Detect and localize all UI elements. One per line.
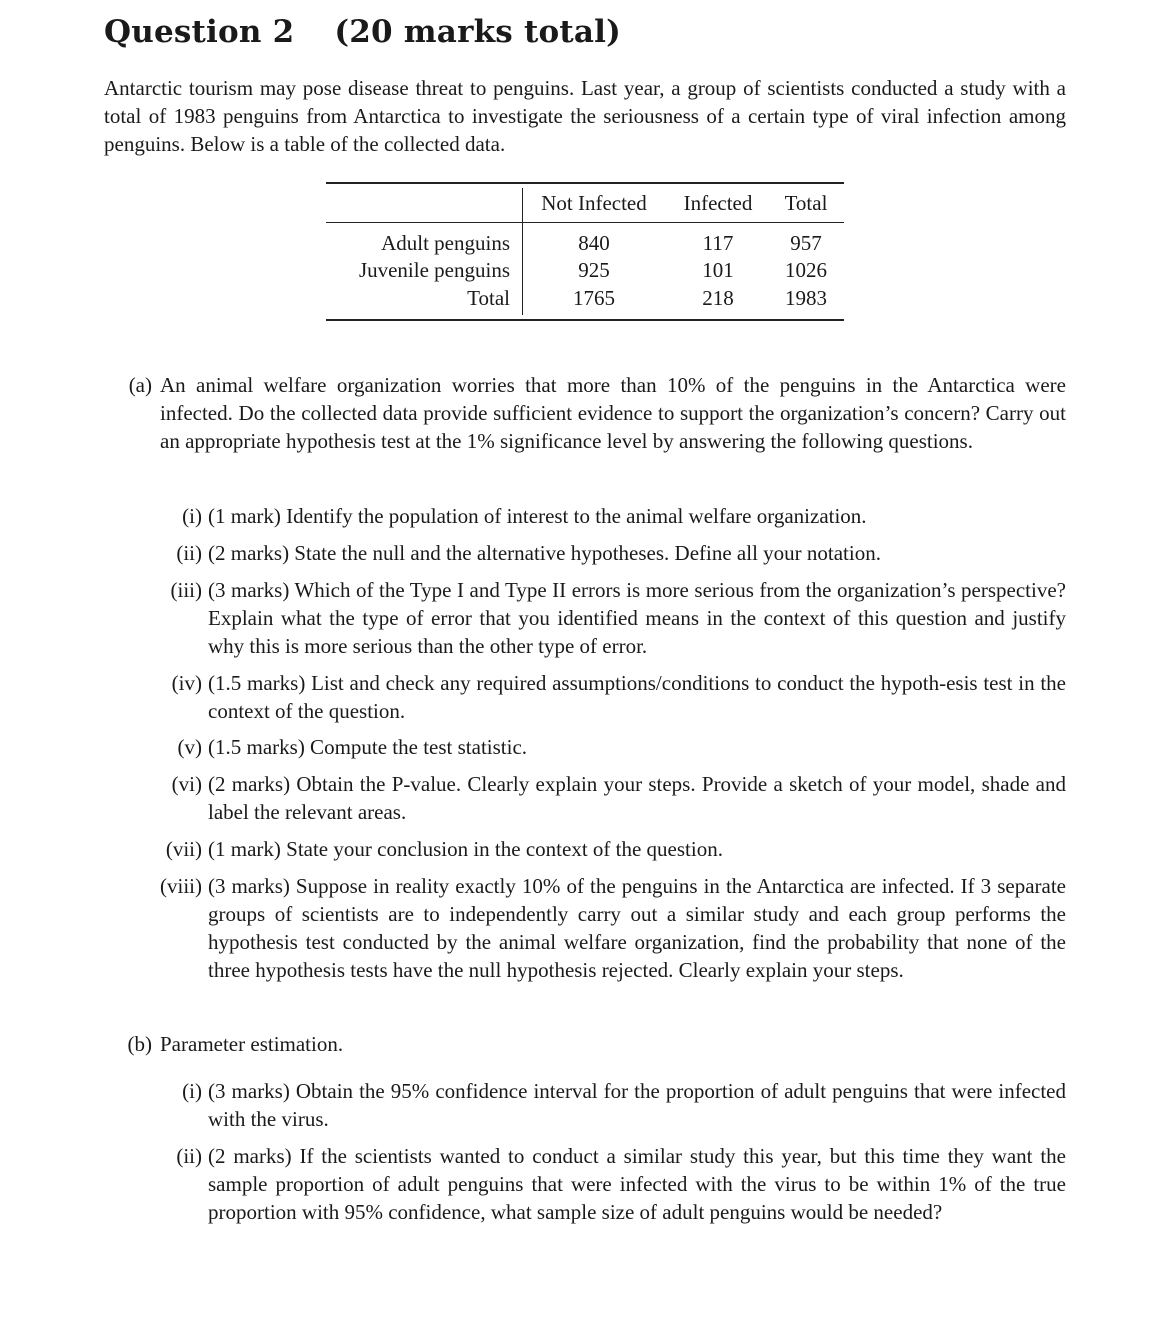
item-text: (2 marks) Obtain the P-value. Clearly explain your steps. Provide a sketch of your model, shade and label the relevant areas.	[208, 772, 1066, 824]
item-label: (iv)	[171, 671, 202, 695]
question-number: Question 2	[104, 14, 295, 50]
part-a	[128, 371, 1066, 455]
item-label: (ii)	[176, 541, 202, 565]
item-label: (i)	[182, 1079, 202, 1103]
list-item	[176, 539, 1066, 567]
item-label: (i)	[182, 504, 202, 528]
table-cell: 1026	[785, 258, 827, 282]
item-label: (vii)	[165, 837, 202, 861]
list-item	[165, 835, 1066, 863]
table-cell: 1983	[785, 286, 827, 310]
table-cell: 101	[702, 258, 734, 282]
item-label: (iii)	[170, 578, 202, 602]
table-cell: 840	[578, 231, 610, 255]
item-label: (vi)	[171, 772, 202, 796]
part-b-text: Parameter estimation.	[160, 1032, 344, 1056]
table-row-label: Adult penguins	[381, 231, 510, 255]
list-item	[182, 1077, 1066, 1133]
list-item	[171, 770, 1066, 826]
table-cell: 925	[578, 258, 610, 282]
item-text: (1 mark) State your conclusion in the context of the question.	[208, 837, 723, 861]
list-item	[177, 733, 1066, 761]
item-label: (viii)	[160, 874, 202, 898]
item-text: (2 marks) If the scientists wanted to conduct a similar study this year, but this time they want the sample proportion of adult penguins that were infected with the virus to be within 1% of the true proportion with 95% confidence, what sample size of adult penguins would be needed?	[208, 1144, 1066, 1224]
item-text: (3 marks) Obtain the 95% confidence interval for the proportion of adult penguins that were infected with the virus.	[208, 1079, 1066, 1131]
item-text: (1 mark) Identify the population of interest to the animal welfare organization.	[208, 504, 867, 528]
table-cell: 957	[790, 231, 822, 255]
table-header: Infected	[683, 191, 753, 215]
table-header: Not Infected	[541, 191, 647, 215]
list-item	[176, 1142, 1066, 1226]
table-divider-header	[326, 222, 844, 223]
question-marks: (20 marks total)	[334, 14, 621, 50]
list-item	[160, 872, 1066, 984]
list-item	[171, 669, 1066, 725]
list-item	[170, 576, 1066, 660]
table-cell: 1765	[573, 286, 615, 310]
question-title	[104, 14, 621, 50]
part-b-label: (b)	[127, 1032, 152, 1056]
table-header: Total	[784, 191, 828, 215]
intro-paragraph: Antarctic tourism may pose disease threat to penguins. Last year, a group of scientists conducted a study with a total of 1983 penguins from Antarctica to investigate the seriousness of a certain type of viral infection among penguins. Below is a table of the collected data.	[104, 76, 1066, 156]
item-label: (v)	[177, 735, 202, 759]
table-divider-vertical	[522, 188, 523, 315]
part-a-text: An animal welfare organization worries that more than 10% of the penguins in the Antarctica were infected. Do the collected data provide sufficient evidence to support the organization’s concern? Carry out an appropriate hypothesis test at the 1% significance level by answering the following questions.	[160, 373, 1066, 453]
part-a-label: (a)	[128, 373, 152, 397]
part-b	[127, 1030, 1066, 1058]
item-label: (ii)	[176, 1144, 202, 1168]
item-text: (1.5 marks) List and check any required assumptions/conditions to conduct the hypoth-esis test in the context of the question.	[208, 671, 1066, 723]
item-text: (2 marks) State the null and the alternative hypotheses. Define all your notation.	[208, 541, 881, 565]
item-text: (3 marks) Suppose in reality exactly 10% of the penguins in the Antarctica are infected. If 3 separate groups of scientists are to independently carry out a similar study and each group performs the hypothesis test conducted by the animal welfare organization, find the probability that none of the three hypothesis tests have the null hypothesis rejected. Clearly explain your steps.	[208, 874, 1066, 982]
table-row-label: Total	[467, 286, 510, 310]
table-row-label: Juvenile penguins	[358, 258, 510, 282]
list-item	[182, 502, 1066, 530]
table-cell: 117	[702, 231, 734, 255]
item-text: (3 marks) Which of the Type I and Type II errors is more serious from the organization’s perspective? Explain what the type of error that you identified means in the context of this question and justify why this is more serious than the other type of error.	[208, 578, 1066, 658]
item-text: (1.5 marks) Compute the test statistic.	[208, 735, 528, 759]
data-table	[326, 182, 844, 321]
table-cell: 218	[702, 286, 734, 310]
